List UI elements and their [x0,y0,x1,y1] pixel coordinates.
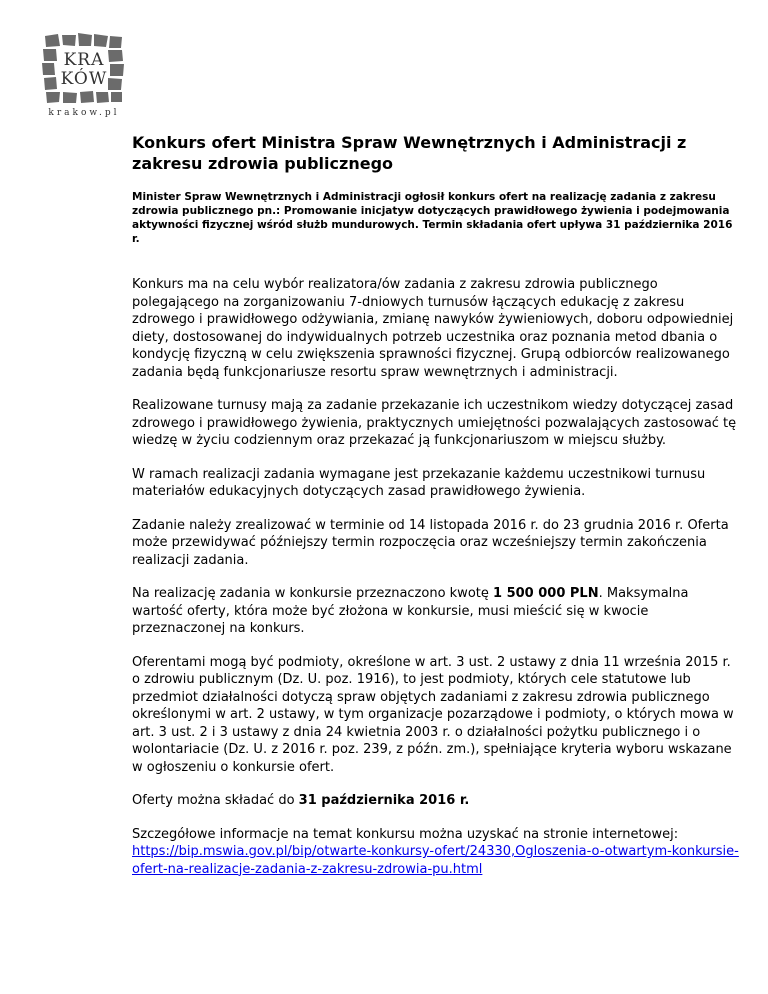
paragraph-dates: Zadanie należy zrealizować w terminie od 14 listopada 2016 r. do 23 grudnia 2016 r. Oferta może przewidywać późniejszy termin rozpoczęcia oraz wcześniejszy termin zakończenia realizacji zadania. [132,517,729,568]
paragraph-funding [132,585,740,638]
paragraph-turnusy: Realizowane turnusy mają za zadanie przekazanie ich uczestnikom wiedzy dotyczącej zasad zdrowego i prawidłowego żywienia, praktycznych umiejętności pozwalających zastosować tę wiedzę w życiu codziennym oraz przekazać ją funkcjonariuszom w miejscu służby. [132,398,737,448]
funding-text-after: . Maksymalna wartość oferty, która może być złożona w konkursie, musi mieścić się w kwocie przeznaczonej na konkurs. [132,586,689,636]
details-link[interactable]: https://bip.mswia.gov.pl/bip/otwarte-konkursy-ofert/24330,Ogloszenia-o-otwartym-konkursie-ofert-na-realizacje-zadania-z-zakresu-zdrowia-pu.html [132,844,739,877]
logo-url: krakow.pl [48,108,120,118]
paragraph-deadline [132,792,740,810]
paragraph-more-info [132,826,740,879]
article [132,132,740,894]
deadline-text: Oferty można składać do [132,793,299,808]
article-title: Konkurs ofert Ministra Spraw Wewnętrznych i Administracji z zakresu zdrowia publicznego [132,133,687,173]
funding-amount: 1 500 000 PLN [493,586,599,601]
paragraph-applicants: Oferentami mogą być podmioty, określone w art. 3 ust. 2 ustawy z dnia 11 września 2015 r. o zdrowiu publicznym (Dz. U. poz. 1916), to jest podmioty, których cele statutowe lub przedmiot działalności dotyczą spraw objętych zadaniami z zakresu zdrowia publicznego określonymi w art. 2 ustawy, w tym organizacje pozarządowe i podmioty, o których mowa w art. 3 ust. 2 i 3 ustawy z dnia 24 kwietnia 2003 r. o działalności pożytku publicznego i o wolontariacie (Dz. U. z 2016 r. poz. 239, z późn. zm.), spełniające kryteria wyboru wskazane w ogłoszeniu o konkursie ofert. [132,654,734,775]
article-lead: Minister Spraw Wewnętrznych i Administracji ogłosił konkurs ofert na realizację zadania z zakresu zdrowia publicznego pn.: Promowanie inicjatyw dotyczących prawidłowego żywienia i podejmowania aktywności fizycznej wśród służb mundurowych. Termin składania ofert upływa 31 października 2016 r. [132,191,733,245]
paragraph-materials: W ramach realizacji zadania wymagane jest przekazanie każdemu uczestnikowi turnusu materiałów edukacyjnych dotyczących zasad prawidłowego żywienia. [132,466,706,499]
paragraph-goal: Konkurs ma na celu wybór realizatora/ów zadania z zakresu zdrowia publicznego polegającego na zorganizowaniu 7-dniowych turnusów łączących edukację z zakresu zdrowego i prawidłowego odżywiania, zmianę nawyków żywieniowych, doboru odpowiedniej diety, dostosowanej do indywidualnych potrzeb uczestnika oraz poznania metod dbania o kondycję fizyczną w celu zwiększenia sprawności fizycznej. Grupą odbiorców realizowanego zadania będą funkcjonariusze resortu spraw wewnętrznych i administracji. [132,277,734,380]
deadline-date: 31 października 2016 r. [298,793,470,808]
logo-brand-line1: KRA [63,50,105,70]
krakow-logo [36,30,132,126]
more-info-text: Szczegółowe informacje na temat konkursu można uzyskać na stronie internetowej: [132,826,679,842]
logo-brand-line2: KÓW [60,69,108,89]
krakow-mosaic-icon [36,30,132,108]
funding-text-before: Na realizację zadania w konkursie przeznaczono kwotę [132,586,493,601]
